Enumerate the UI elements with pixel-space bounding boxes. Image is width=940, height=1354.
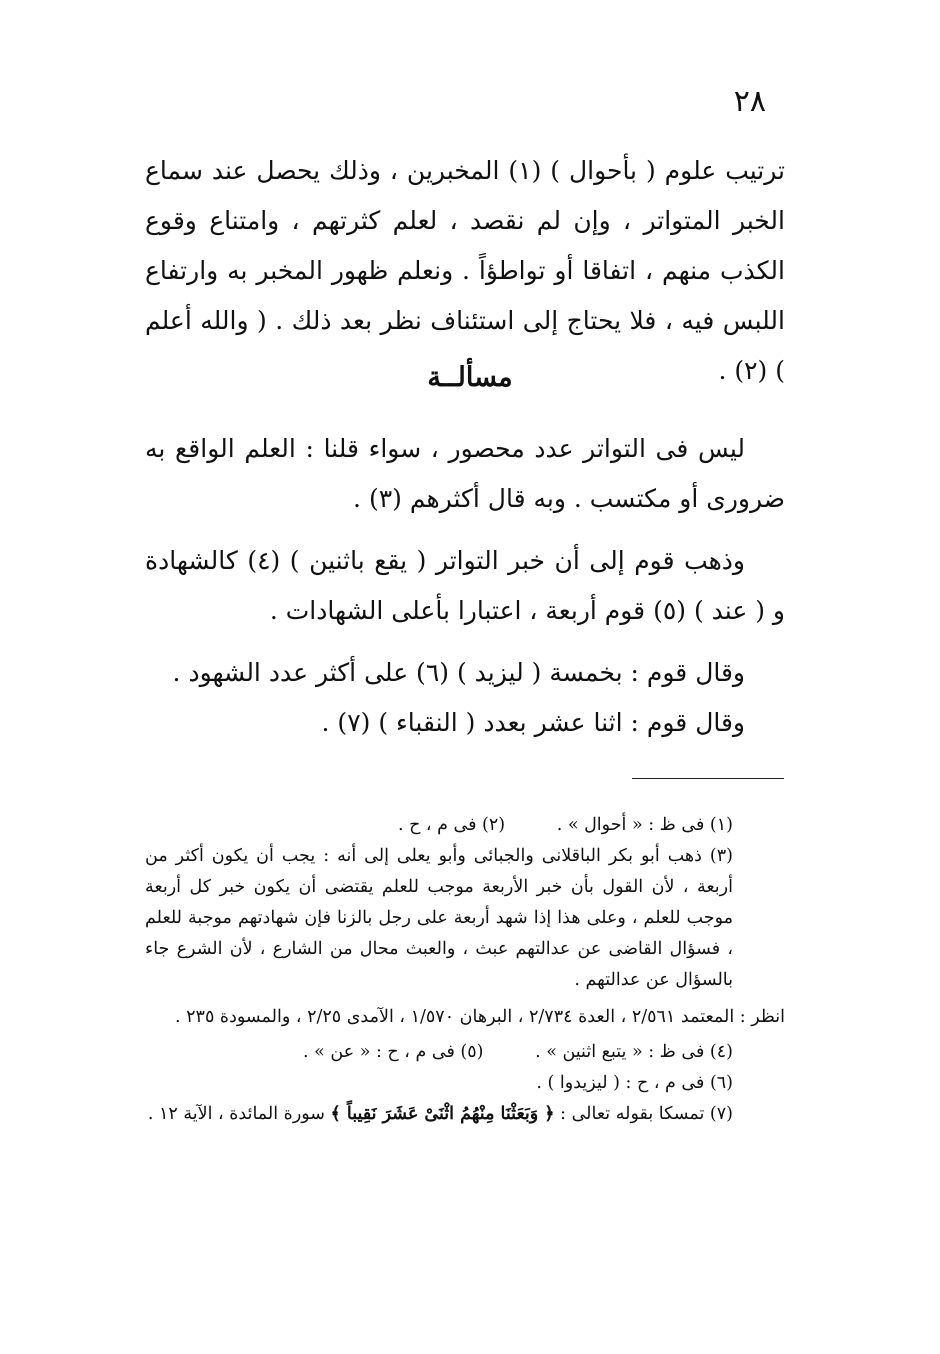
footnotes-block (145, 810, 785, 1130)
opening-paragraph: ترتيب علوم ( بأحوال ) (١) المخبرين ، وذلك يحصل عند سماع الخبر المتواتر ، وإن لم نقصد ، لعلم كثرتهم ، وامتناع وقوع الكذب منهم ، اتفاقا أو تواطؤاً . ونعلم ظهور المخبر به وارتفاع اللبس فيه ، فلا يحتاج إلى استئناف نظر بعد ذلك . ( والله أعلم ) (٢) . (145, 156, 786, 385)
footnote-separator (632, 778, 784, 779)
footnote-5: (٥) فى م ، ح : « عن » . (302, 1042, 484, 1062)
footnote-3: (٣) ذهب أبو بكر الباقلانى والجبائى وأبو يعلى إلى أنه : يجب أن يكون أكثر من أربعة ، لأن القول بأن خبر الأربعة موجب للعلم يقتضى أن يكون خبر كل أربعة موجب للعلم ، وعلى هذا إذا شهد أربعة على رجل بالزنا فإن شهادتهم موجبة للعلم ، فسؤال القاضى عن عدالتهم عبث ، والعبث محال من الشارع ، لأن الشرع جاء بالسؤال عن عدالتهم . (145, 846, 733, 990)
footnote-4: (٤) فى ظ : « يتبع اثنين » . (535, 1042, 733, 1062)
quran-verse: ﴿ وَبَعَثْنَا مِنْهُمُ اثْنَىْ عَشَرَ نَقِيباً ﴾ (330, 1104, 555, 1124)
footnote-pair-4-5 (145, 1037, 785, 1068)
footnote-7 (145, 1099, 785, 1130)
footnote-pair-1-2 (145, 810, 785, 841)
footnote-7-lead: (٧) تمسكا بقوله تعالى : (560, 1104, 733, 1124)
footnote-3-references: انظر : المعتمد ٢/٥٦١ ، العدة ٢/٧٣٤ ، البرهان ١/٥٧٠ ، الآمدى ٢/٢٥ ، والمسودة ٢٣٥ . (175, 1007, 785, 1027)
footnote-2: (٢) فى م ، ح . (397, 815, 506, 835)
section-body (145, 424, 785, 748)
section-paragraph-4: وقال قوم : اثنا عشر بعدد ( النقباء ) (٧) . (321, 708, 745, 737)
section-paragraph-2: وذهب قوم إلى أن خبر التواتر ( يقع باثنين ) (٤) كالشهادة و ( عند ) (٥) قوم أربعة ، اعتبارا بأعلى الشهادات . (145, 546, 785, 625)
footnote-7-source: سورة المائدة ، الآية ١٢ . (147, 1104, 325, 1124)
footnote-1: (١) فى ظ : « أحوال » . (556, 815, 733, 835)
page-number: ٢٨ (733, 84, 766, 119)
section-paragraph-3: وقال قوم : بخمسة ( ليزيد ) (٦) على أكثر عدد الشهود . (172, 658, 745, 687)
section-heading: مسألــة (427, 362, 513, 393)
footnote-6: (٦) فى م ، ح : ( ليزيدوا ) . (536, 1073, 733, 1093)
section-paragraph-1: ليس فى التواتر عدد محصور ، سواء قلنا : العلم الواقع به ضرورى أو مكتسب . وبه قال أكثرهم (٣) . (145, 434, 785, 513)
